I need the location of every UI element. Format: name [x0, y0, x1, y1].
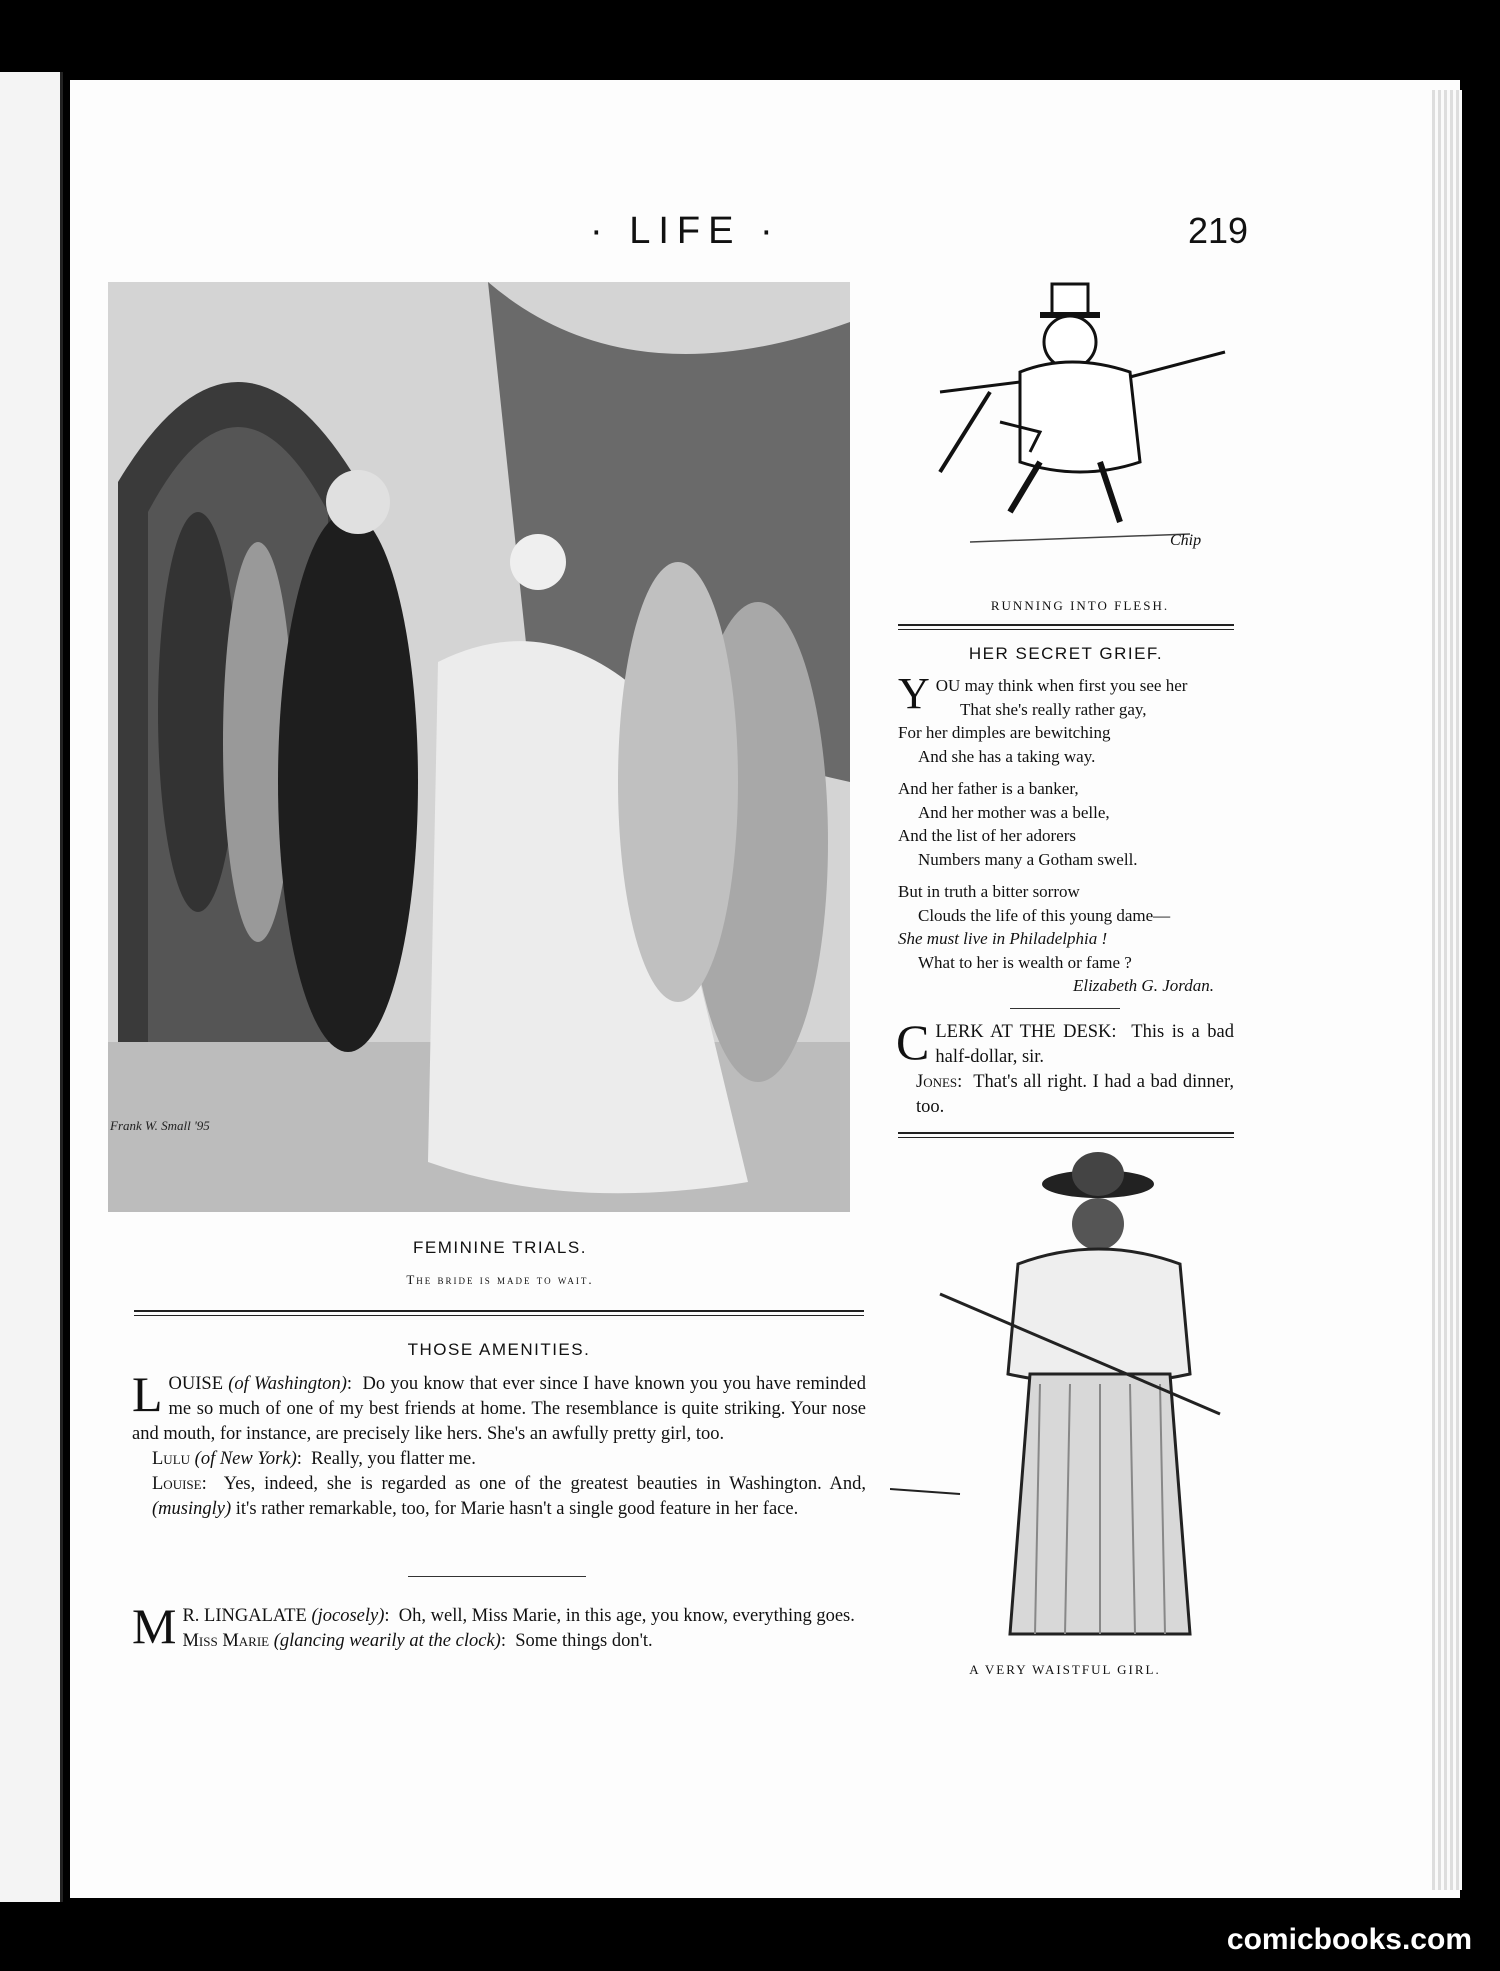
poem-line-2: That she's really rather gay, [960, 699, 1147, 719]
waistful-girl-illustration [890, 1144, 1240, 1650]
aside-musingly: (musingly) [152, 1499, 232, 1519]
poem-author: Elizabeth G. Jordan. [1072, 976, 1214, 995]
poem-line-11: She must live in Philadelphia ! [898, 929, 1108, 948]
waistful-caption: A VERY WAISTFUL GIRL. [969, 1662, 1161, 1677]
louise-line-2a: Yes, indeed, she is regarded as one of the greatest beauties in Washington. And, [223, 1474, 866, 1494]
poem-title: HER SECRET GRIEF. [968, 644, 1164, 663]
waistful-divider [898, 1132, 1234, 1138]
lingalate-line: Oh, well, Miss Marie, in this age, you know, everything goes. [398, 1606, 855, 1626]
poem-line-9: But in truth a bitter sorrow [898, 882, 1080, 901]
short-divider [408, 1576, 586, 1577]
poem-line-4: And she has a taking way. [918, 746, 1096, 766]
running-into-flesh-cartoon [930, 272, 1230, 572]
clerk-line: This is a bad half-dollar, sir. [935, 1022, 1234, 1067]
dropcap-m: M [132, 1598, 177, 1654]
poem-divider-top [898, 624, 1234, 630]
dropcap-l: L [132, 1366, 163, 1422]
amenities-text: L OUISE (of Washington): Do you know that ever since I have known you you have reminded me so much of one of my best friends at home. The resemblance is quite striking. Your nose and mouth, for instance, are precisely like hers. She's an awfully pretty girl, too. Lulu (of New York): Really, you flatter me. Louise: Yes, indeed, she is regarded as one of the greatest beauties in Washington. And, (musingly) it's rather remarkable, too, for Marie hasn't a single good feature in her face. [132, 1366, 867, 1519]
facing-page-edge [0, 72, 63, 1902]
poem-line-5: And her father is a banker, [898, 779, 1079, 798]
amenities-title: THOSE AMENITIES. [407, 1340, 591, 1359]
poem-line-8: Numbers many a Gotham swell. [918, 849, 1138, 869]
speaker-miss-marie: Miss Marie [182, 1631, 270, 1651]
place-washington: (of Washington) [228, 1374, 347, 1394]
poem-line-12: What to her is wealth or fame ? [918, 952, 1132, 972]
artist-signature: Frank W. Small '95 [110, 1118, 210, 1133]
place-new-york: (of New York) [194, 1449, 297, 1469]
poem-end-rule [1010, 1008, 1120, 1009]
dropcap-c: C [896, 1014, 930, 1070]
main-caption-title: FEMININE TRIALS. [413, 1238, 587, 1257]
poem-line-1: OU may think when first you see her [935, 676, 1188, 695]
section-divider [134, 1310, 864, 1316]
chip-signature: Chip [1170, 532, 1202, 549]
speaker-jones: Jones [916, 1072, 958, 1092]
speaker-clerk: LERK AT THE DESK [935, 1022, 1112, 1042]
site-watermark: comicbooks.com [1226, 1923, 1472, 1956]
masthead: · LIFE · [590, 210, 781, 252]
speaker-louise-2: Louise [152, 1474, 202, 1494]
lulu-line: Really, you flatter me. [311, 1449, 476, 1469]
speaker-lulu: Lulu [152, 1449, 191, 1469]
dropcap-y: Y [898, 669, 930, 718]
poem-line-6: And her mother was a belle, [918, 802, 1110, 822]
louise-line-2b: it's rather remarkable, too, for Marie hasn't a single good feature in her face. [235, 1499, 799, 1519]
miss-marie-line: Some things don't. [515, 1631, 653, 1651]
clerk-joke: C LERK AT THE DESK: This is a bad half-dollar, sir. Jones: That's all right. I had a bad dinner, too. [896, 1014, 1235, 1117]
aside-jocosely: (jocosely) [311, 1606, 385, 1626]
louise-line-1: Do you know that ever since I have known you you have reminded me so much of one of my best friends at home. The resemblance is quite striking. Your nose and mouth, for instance, are precisely like hers. She's an awfully pretty girl, too. [132, 1374, 867, 1444]
poem-line-3: For her dimples are bewitching [898, 723, 1111, 742]
poem-text [898, 669, 1238, 998]
jones-line: That's all right. I had a bad dinner, too. [916, 1072, 1235, 1117]
page-number: 219 [1188, 210, 1249, 251]
page-stack-edge [1432, 90, 1462, 1890]
speaker-lingalate: R. LINGALATE [182, 1606, 307, 1626]
wedding-illustration [108, 282, 850, 1212]
poem-line-10: Clouds the life of this young dame— [918, 905, 1171, 925]
poem-line-7: And the list of her adorers [898, 826, 1076, 845]
lingalate-text: M R. LINGALATE (jocosely): Oh, well, Miss Marie, in this age, you know, everything goes. Miss Marie (glancing wearily at the clock): Some things don't. [132, 1598, 855, 1654]
main-caption-subtitle: The bride is made to wait. [406, 1272, 594, 1287]
speaker-louise: OUISE [168, 1374, 224, 1394]
aside-glancing: (glancing wearily at the clock) [273, 1631, 501, 1651]
flesh-caption: RUNNING INTO FLESH. [990, 598, 1170, 613]
